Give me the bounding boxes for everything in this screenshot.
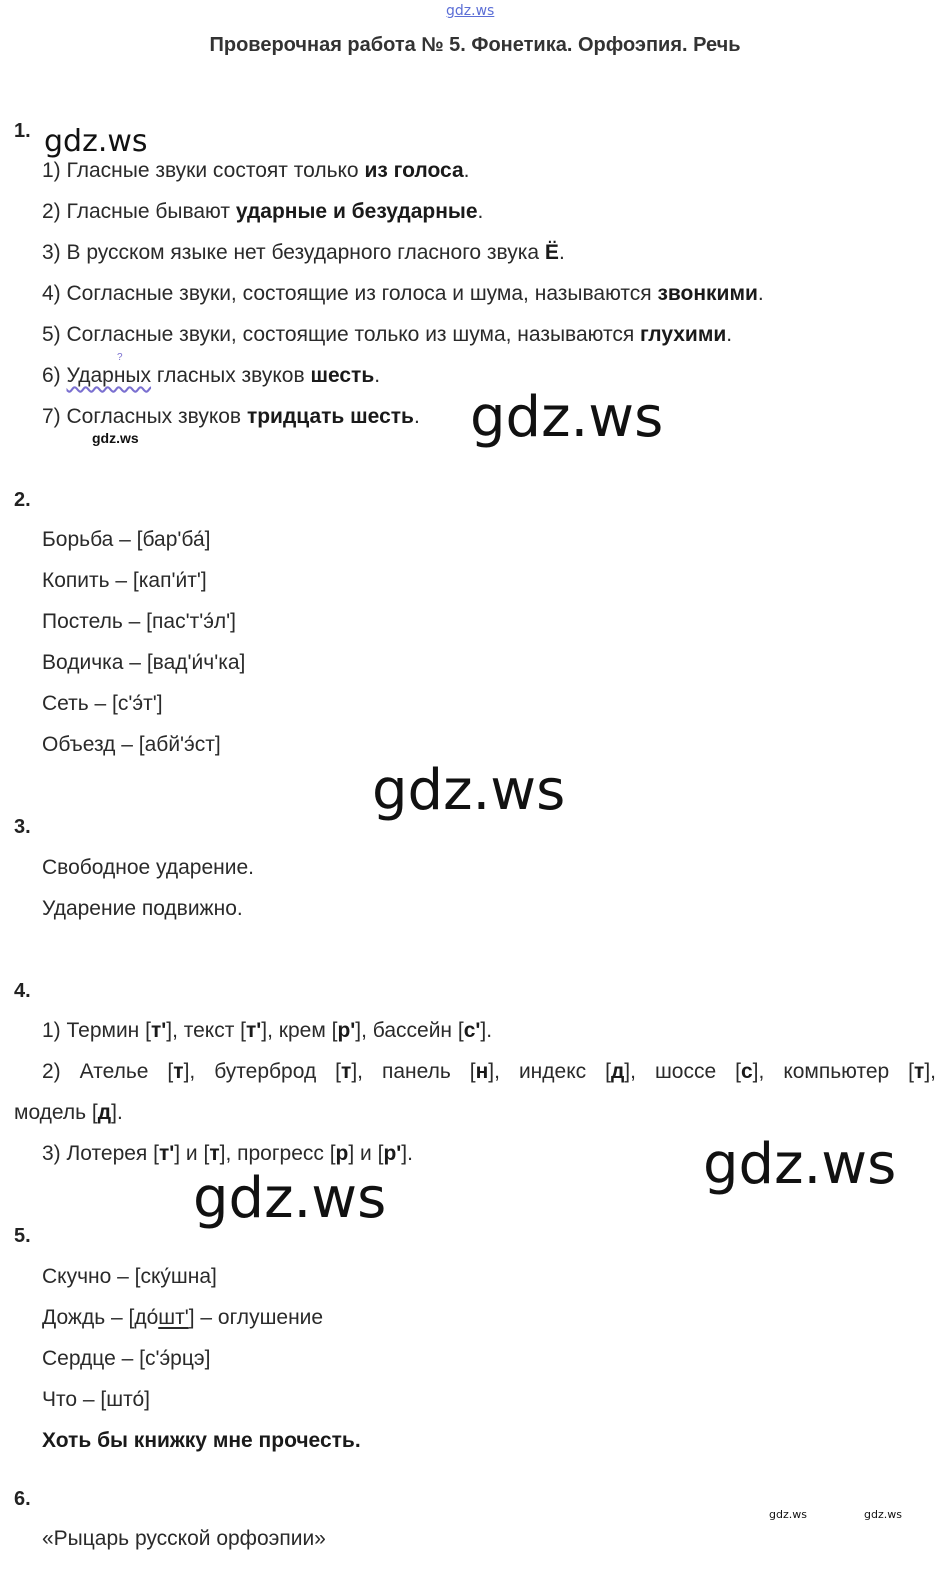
q1-item-7: 7) Согласных звуков тридцать шесть.	[42, 405, 420, 428]
q2-item-6: Объезд – [абй'э́ст]	[42, 733, 221, 756]
q1-item-4: 4) Согласные звуки, состоящие из голоса и шума, называются звонкими.	[42, 282, 764, 305]
q5-item-1: Скучно – [ску́шна]	[42, 1265, 217, 1288]
question-1-number: 1.	[14, 120, 31, 142]
watermark-large-1: gdz.ws	[470, 385, 664, 450]
watermark-small-1: gdz.ws	[92, 430, 139, 446]
watermark-small-2: gdz.ws	[769, 1508, 807, 1521]
q5-item-3: Сердце – [с'э́рцэ]	[42, 1347, 211, 1370]
q2-item-1: Борьба – [бар'ба́]	[42, 528, 211, 551]
watermark-large-2: gdz.ws	[372, 758, 566, 823]
q3-item-2: Ударение подвижно.	[42, 897, 243, 920]
watermark-large-4: gdz.ws	[193, 1166, 387, 1231]
q5-item-4: Что – [што́]	[42, 1388, 150, 1411]
q2-item-3: Постель – [пас'т'э́л']	[42, 610, 237, 633]
q2-item-4: Водичка – [вад'и́ч'ка]	[42, 651, 246, 674]
q5-item-2: Дождь – [до́шт'] – оглушение	[42, 1306, 324, 1329]
q1-item-3: 3) В русском языке нет безударного гласного звука Ё.	[42, 241, 565, 264]
q1-item-5: 5) Согласные звуки, состоящие только из шума, называются глухими.	[42, 323, 733, 346]
question-2-number: 2.	[14, 489, 31, 511]
question-5-number: 5.	[14, 1225, 31, 1247]
page-title: Проверочная работа № 5. Фонетика. Орфоэпия. Речь	[209, 34, 741, 56]
q1-item-2: 2) Гласные бывают ударные и безударные.	[42, 200, 484, 223]
watermark-q1: gdz.ws	[44, 124, 148, 159]
q4-item-2-continued: модель [д].	[14, 1101, 123, 1124]
q4-item-3: 3) Лотерея [т'] и [т], прогресс [р] и [р'].	[42, 1142, 413, 1165]
q6-item-1: «Рыцарь русской орфоэпии»	[42, 1527, 326, 1550]
watermark-large-3: gdz.ws	[703, 1132, 897, 1197]
watermark-top: gdz.ws	[446, 3, 495, 19]
question-6-number: 6.	[14, 1488, 31, 1510]
q5-answer-sentence: Хоть бы книжку мне прочесть.	[42, 1429, 361, 1452]
watermark-small-3: gdz.ws	[864, 1508, 902, 1521]
q4-item-2: 2) Ателье [т], бутерброд [т], панель [н], индекс [д], шоссе [с], компьютер [т],	[42, 1060, 936, 1083]
q4-item-1: 1) Термин [т'], текст [т'], крем [р'], бассейн [с'].	[42, 1019, 493, 1042]
q1-item-1: 1) Гласные звуки состоят только из голоса.	[42, 159, 470, 182]
question-3-number: 3.	[14, 816, 31, 838]
q1-item-6: 6) Ударных гласных звуков шесть.	[42, 364, 381, 387]
q3-item-1: Свободное ударение.	[42, 856, 254, 879]
q2-item-2: Копить – [кап'и́т']	[42, 569, 207, 592]
spellcheck-marker-icon: ?	[117, 352, 123, 363]
q2-item-5: Сеть – [с'э́т']	[42, 692, 163, 715]
question-4-number: 4.	[14, 980, 31, 1002]
